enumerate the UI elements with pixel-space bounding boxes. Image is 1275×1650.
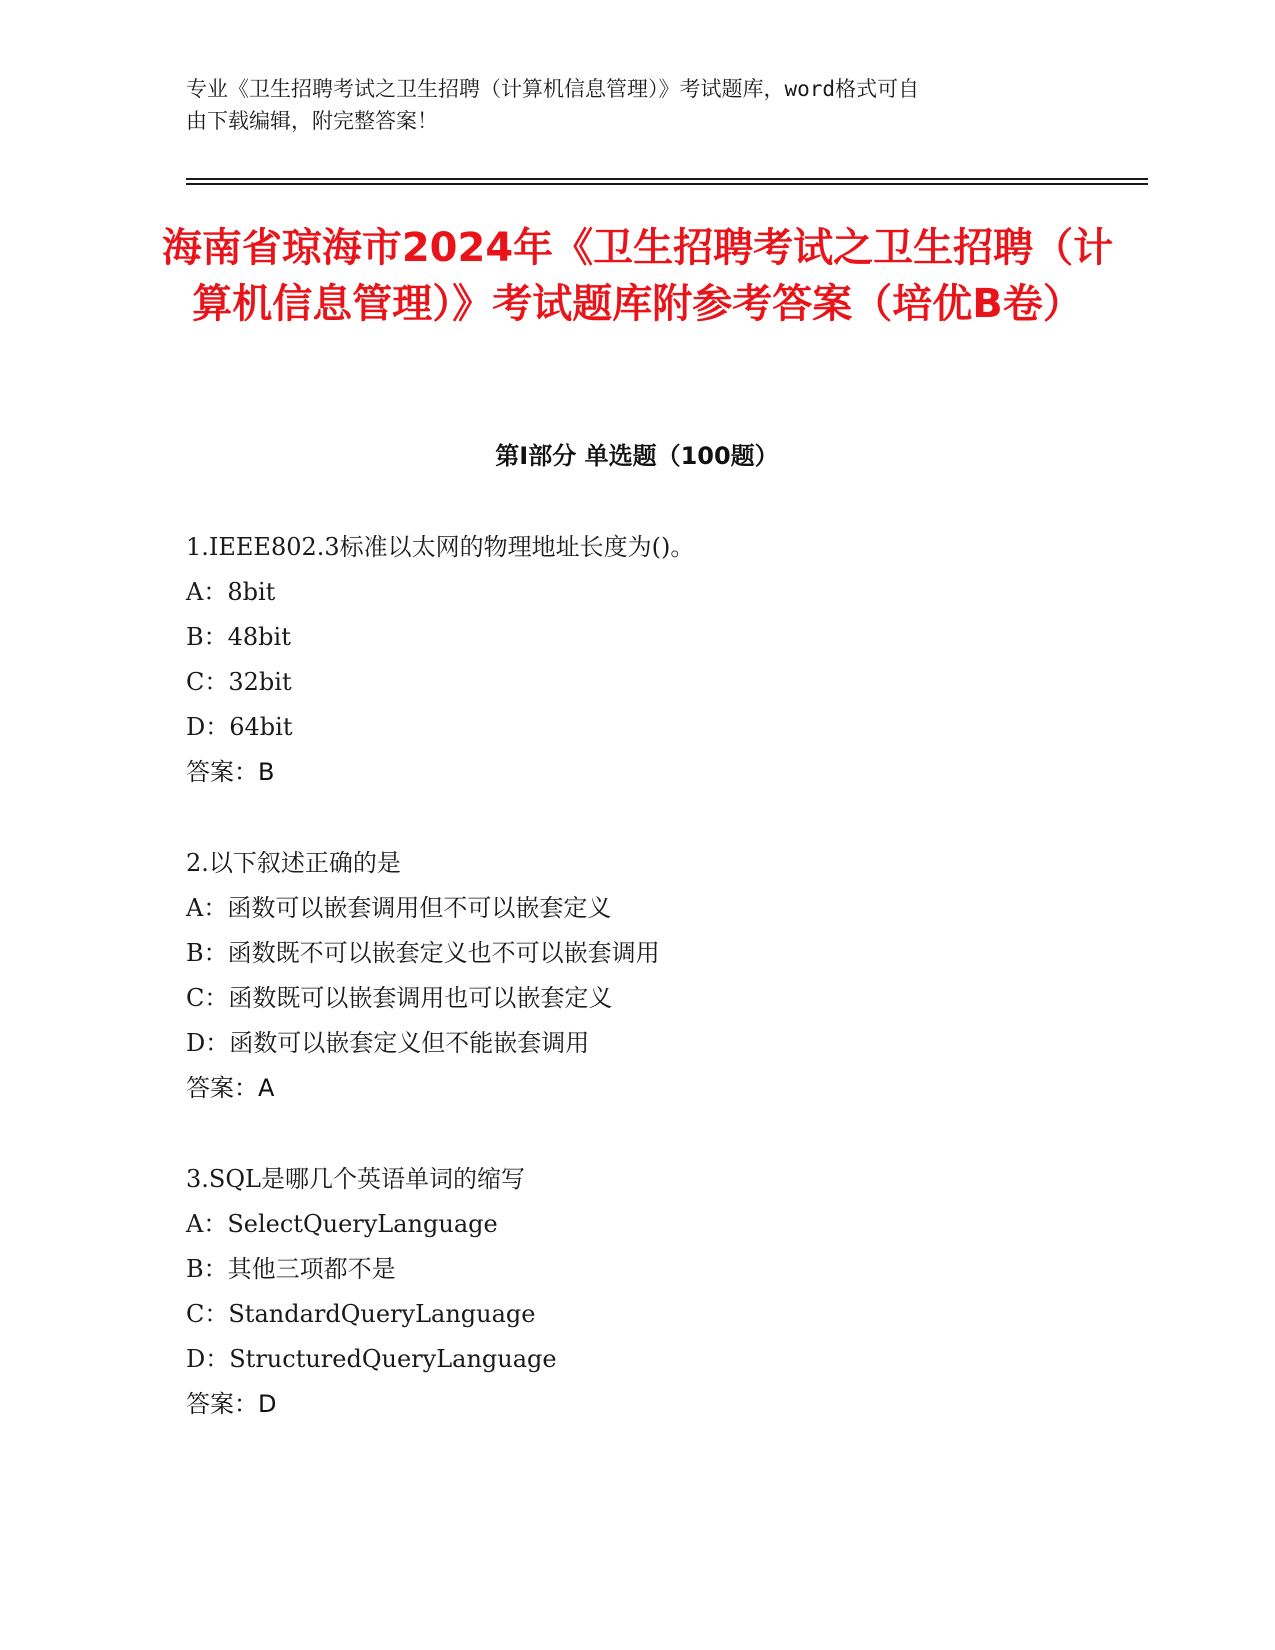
option-b: B：其他三项都不是 [186,1255,396,1283]
option-a: A：8bit [186,578,276,606]
question-stem: 1.IEEE802.3标准以太网的物理地址长度为()。 [186,533,695,561]
option-d: D：StructuredQueryLanguage [186,1345,557,1373]
option-d: D：64bit [186,713,293,741]
answer: 答案：A [186,1074,275,1102]
document-title: 海南省琼海市2024年《卫生招聘考试之卫生招聘（计算机信息管理）》考试题库附参考答案（培优B卷） [161,225,1114,327]
option-b: B：函数既不可以嵌套定义也不可以嵌套调用 [186,939,660,967]
question-item [186,1157,1126,1427]
option-c: C：32bit [186,668,292,696]
question-item [186,841,1126,1111]
header-rule-top [186,178,1148,180]
option-a: A：SelectQueryLanguage [186,1210,498,1238]
option-c: C：StandardQueryLanguage [186,1300,536,1328]
option-a: A：函数可以嵌套调用但不可以嵌套定义 [186,894,612,922]
answer: 答案：B [186,758,275,786]
question-stem: 2.以下叙述正确的是 [186,849,401,877]
answer: 答案：D [186,1390,277,1418]
option-c: C：函数既可以嵌套调用也可以嵌套定义 [186,984,613,1012]
header-note: 专业《卫生招聘考试之卫生招聘（计算机信息管理）》考试题库，word格式可自 由下载编辑，附完整答案！ [186,77,920,133]
header-rule-bottom [186,183,1148,185]
question-item [186,525,1126,795]
option-d: D：函数可以嵌套定义但不能嵌套调用 [186,1029,590,1057]
question-list [186,525,1126,1473]
question-stem: 3.SQL是哪几个英语单词的缩写 [186,1165,525,1193]
option-b: B：48bit [186,623,291,651]
section-heading: 第I部分 单选题（100题） [495,442,779,470]
